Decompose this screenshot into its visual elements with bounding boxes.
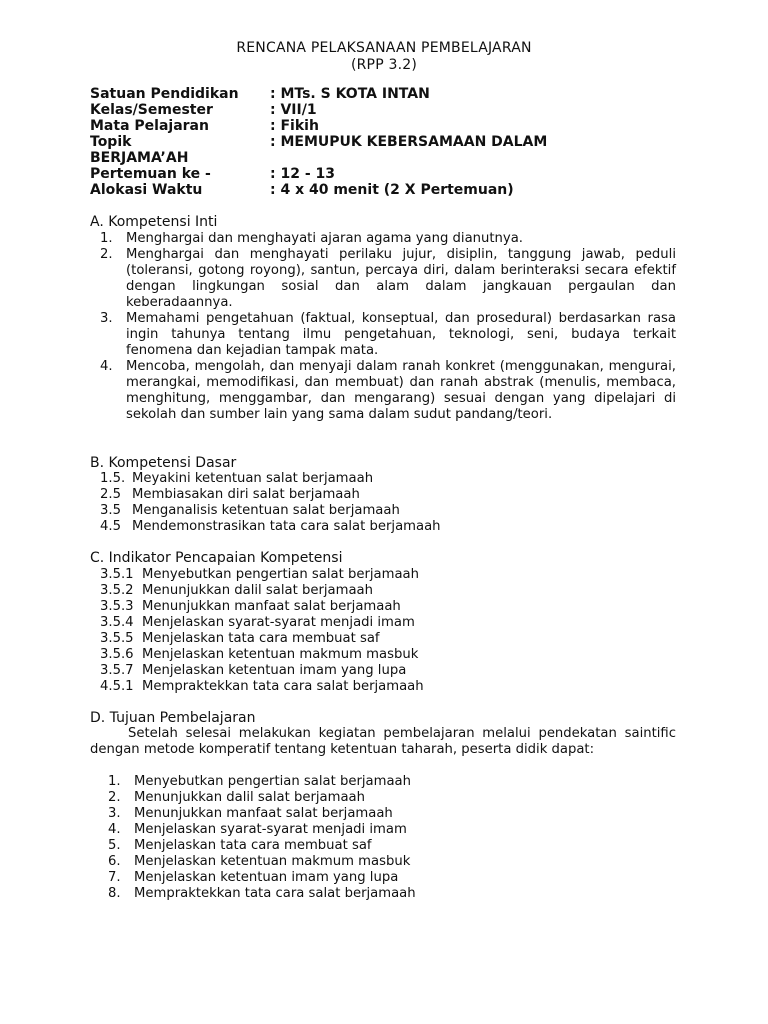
item-number: 6. [108,854,121,869]
list-item [100,615,676,631]
item-number: 4.5.1 [100,679,134,694]
item-number: 3.5 [100,503,121,518]
item-number: 3. [108,806,121,821]
identity-label: Pertemuan ke - [90,166,211,182]
identity-value: : MTs. S KOTA INTAN [270,86,430,102]
list-item [108,774,676,790]
item-text: Menjelaskan ketentuan imam yang lupa [142,663,407,678]
item-number: 3. [100,311,113,326]
item-text: Menghargai dan menghayati ajaran agama yang dianutnya. [126,231,523,246]
item-text: Menunjukkan manfaat salat berjamaah [134,806,393,821]
item-text: Memahami pengetahuan (faktual, konseptual, dan prosedural) berdasarkan rasa ingin tahunya tentang ilmu pengetahuan, teknologi, seni, budaya terkait fenomena dan kejadian tampak mata. [126,311,676,358]
identity-label: Mata Pelajaran [90,118,209,134]
list-item [108,806,676,822]
item-number: 2.5 [100,487,121,502]
item-number: 4.5 [100,519,121,534]
item-text: Mendemonstrasikan tata cara salat berjamaah [132,519,441,534]
item-number: 4. [100,359,113,374]
item-number: 3.5.5 [100,631,134,646]
item-text: Membiasakan diri salat berjamaah [132,487,360,502]
identity-table [90,86,690,198]
item-text: Mempraktekkan tata cara salat berjamaah [142,679,424,694]
list-item [100,647,676,663]
list-item [108,790,676,806]
item-number: 2. [108,790,121,805]
item-text: Menjelaskan syarat-syarat menjadi imam [134,822,407,837]
item-text: Menganalisis ketentuan salat berjamaah [132,503,400,518]
identity-row [90,118,690,134]
list-item [100,247,676,311]
identity-label: BERJAMA’AH [90,150,189,166]
list-item [100,519,676,535]
item-text: Meyakini ketentuan salat berjamaah [132,471,374,486]
item-text: Mempraktekkan tata cara salat berjamaah [134,886,416,901]
identity-label: Topik [90,134,132,150]
item-number: 3.5.2 [100,583,134,598]
identity-label: Kelas/Semester [90,102,213,118]
identity-row [90,134,690,150]
item-number: 5. [108,838,121,853]
item-number: 3.5.3 [100,599,134,614]
item-text: Menjelaskan ketentuan imam yang lupa [134,870,399,885]
identity-value: : VII/1 [270,102,317,118]
item-number: 2. [100,247,113,262]
item-text: Menghargai dan menghayati perilaku jujur, disiplin, tanggung jawab, peduli (toleransi, gotong royong), santun, percaya diri, dalam berinteraksi secara efektif dengan lingkungan sosial dan alam dalam jangkauan pergaulan dan keberadaannya. [126,247,676,310]
list-item [108,854,676,870]
list-item [100,679,676,695]
list-item [108,886,676,902]
item-number: 8. [108,886,121,901]
item-number: 1. [108,774,121,789]
list-item [100,359,676,423]
item-text: Menunjukkan manfaat salat berjamaah [142,599,401,614]
identity-row [90,86,690,102]
item-number: 1.5. [100,471,126,486]
identity-value: : Fikih [270,118,319,134]
item-number: 3.5.7 [100,663,134,678]
list-item [108,822,676,838]
title-line-1: RENCANA PELAKSANAAN PEMBELAJARAN [236,40,532,56]
identity-row [90,166,690,182]
item-number: 7. [108,870,121,885]
item-text: Menjelaskan tata cara membuat saf [134,838,372,853]
identity-row [90,182,690,198]
list-item [108,838,676,854]
title-line-2: (RPP 3.2) [350,57,418,73]
list-item [100,631,676,647]
identity-value: : 12 - 13 [270,166,335,182]
item-text: Menjelaskan tata cara membuat saf [142,631,380,646]
item-text: Menunjukkan dalil salat berjamaah [142,583,373,598]
identity-row [90,150,690,166]
identity-value: : 4 x 40 menit (2 X Pertemuan) [270,182,514,198]
section-d-heading: D. Tujuan Pembelajaran [90,710,256,726]
list-item [100,583,676,599]
list-item [100,503,676,519]
identity-label: Alokasi Waktu [90,182,203,198]
item-text: Menjelaskan ketentuan makmum masbuk [134,854,411,869]
item-text: Mencoba, mengolah, dan menyaji dalam ranah konkret (menggunakan, mengurai, merangkai, memodifikasi, dan membuat) dan ranah abstrak (menulis, membaca, menghitung, menggambar, dan mengarang) sesuai dengan yang dipelajari di sekolah dan sumber lain yang sama dalam sudut pandang/teori. [126,359,676,422]
identity-row [90,102,690,118]
list-item [100,663,676,679]
item-text: Menunjukkan dalil salat berjamaah [134,790,365,805]
item-text: Menyebutkan pengertian salat berjamaah [134,774,411,789]
item-number: 1. [100,231,113,246]
item-number: 3.5.6 [100,647,134,662]
item-text: Menjelaskan ketentuan makmum masbuk [142,647,419,662]
identity-value [270,150,690,166]
list-item [108,870,676,886]
section-a-heading: A. Kompetensi Inti [90,214,218,230]
list-item [100,311,676,359]
list-item [100,231,676,247]
section-c-heading: C. Indikator Pencapaian Kompetensi [90,550,343,566]
list-item [100,599,676,615]
item-number: 3.5.4 [100,615,134,630]
list-item [100,471,676,487]
item-number: 3.5.1 [100,567,134,582]
section-b-heading: B. Kompetensi Dasar [90,455,237,471]
section-d-intro: Setelah selesai melakukan kegiatan pembelajaran melalui pendekatan saintific dengan metode komperatif tentang ketentuan taharah, peserta didik dapat: [90,726,676,757]
item-text: Menjelaskan syarat-syarat menjadi imam [142,615,415,630]
list-item [100,567,676,583]
item-number: 4. [108,822,121,837]
identity-label: Satuan Pendidikan [90,86,239,102]
item-text: Menyebutkan pengertian salat berjamaah [142,567,419,582]
identity-value: : MEMUPUK KEBERSAMAAN DALAM [270,134,548,150]
list-item [100,487,676,503]
